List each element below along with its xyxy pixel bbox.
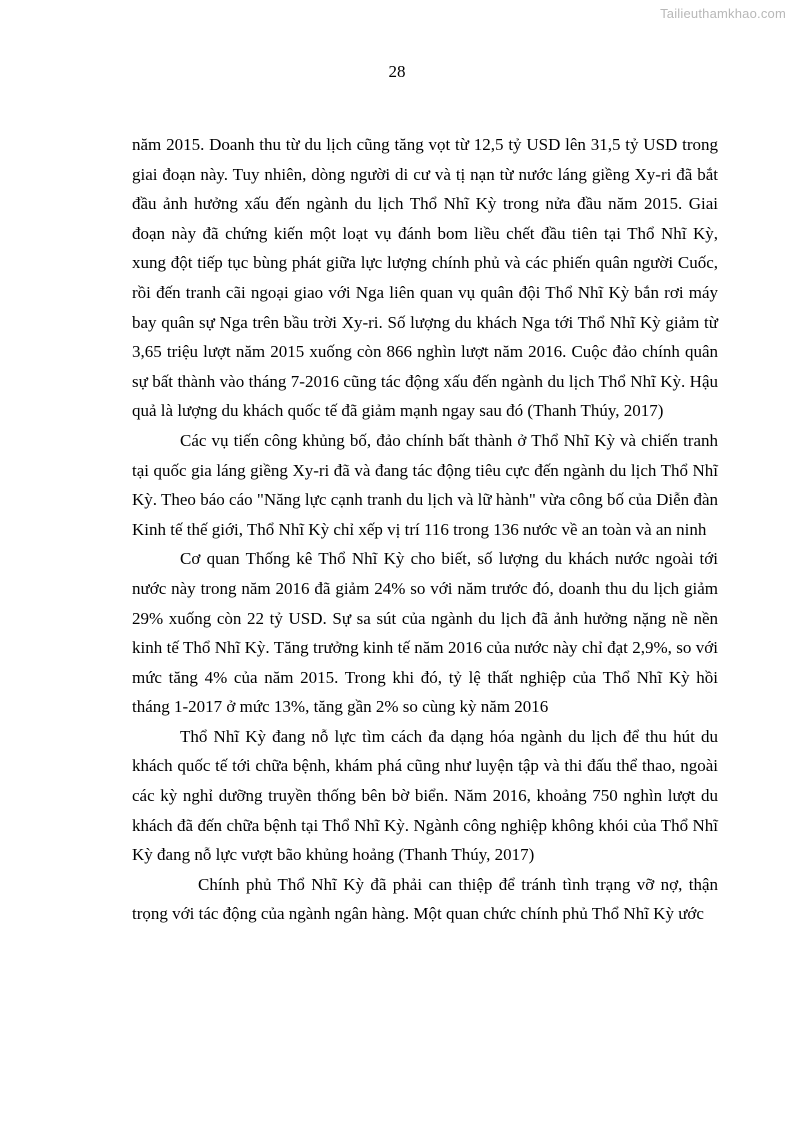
document-body	[132, 130, 718, 929]
paragraph-1: năm 2015. Doanh thu từ du lịch cũng tăng vọt từ 12,5 tỷ USD lên 31,5 tỷ USD trong giai đoạn này. Tuy nhiên, dòng người di cư và tị nạn từ nước láng giềng Xy-ri đã bắt đầu ảnh hưởng xấu đến ngành du lịch Thổ Nhĩ Kỳ trong nửa đầu năm 2015. Giai đoạn này đã chứng kiến một loạt vụ đánh bom liều chết đầu tiên tại Thổ Nhĩ Kỳ, xung đột tiếp tục bùng phát giữa lực lượng chính phủ và các phiến quân người Cuốc, rồi đến tranh cãi ngoại giao với Nga liên quan vụ quân đội Thổ Nhĩ Kỳ bắn rơi máy bay quân sự Nga trên bầu trời Xy-ri. Số lượng du khách Nga tới Thổ Nhĩ Kỳ giảm từ 3,65 triệu lượt năm 2015 xuống còn 866 nghìn lượt năm 2016. Cuộc đảo chính quân sự bất thành vào tháng 7-2016 cũng tác động xấu đến ngành du lịch Thổ Nhĩ Kỳ. Hậu quả là lượng du khách quốc tế đã giảm mạnh ngay sau đó (Thanh Thúy, 2017)	[132, 135, 718, 421]
page-number: 28	[388, 62, 406, 81]
paragraph-2: Các vụ tiến công khủng bố, đảo chính bất thành ở Thổ Nhĩ Kỳ và chiến tranh tại quốc gia láng giềng Xy-ri đã và đang tác động tiêu cực đến ngành du lịch Thổ Nhĩ Kỳ. Theo báo cáo "Năng lực cạnh tranh du lịch và lữ hành" vừa công bố của Diễn đàn Kinh tế thế giới, Thổ Nhĩ Kỳ chỉ xếp vị trí 116 trong 136 nước về an toàn và an ninh	[132, 430, 718, 539]
paragraph-5: Chính phủ Thổ Nhĩ Kỳ đã phải can thiệp để tránh tình trạng vỡ nợ, thận trọng với tác động của ngành ngân hàng. Một quan chức chính phủ Thổ Nhĩ Kỳ ước	[132, 874, 718, 924]
paragraph-4: Thổ Nhĩ Kỳ đang nỗ lực tìm cách đa dạng hóa ngành du lịch để thu hút du khách quốc tế tới chữa bệnh, khám phá cũng như luyện tập và thi đấu thể thao, ngoài các kỳ nghỉ dưỡng truyền thống bên bờ biển. Năm 2016, khoảng 750 nghìn lượt du khách đã đến chữa bệnh tại Thổ Nhĩ Kỳ. Ngành công nghiệp không khói của Thổ Nhĩ Kỳ đang nỗ lực vượt bão khủng hoảng (Thanh Thúy, 2017)	[132, 726, 718, 865]
watermark: Tailieuthamkhao.com	[660, 6, 786, 21]
paragraph-3: Cơ quan Thống kê Thổ Nhĩ Kỳ cho biết, số lượng du khách nước ngoài tới nước này trong năm 2016 đã giảm 24% so với năm trước đó, doanh thu du lịch giảm 29% xuống còn 22 tỷ USD. Sự sa sút của ngành du lịch đã ảnh hưởng nặng nề nền kinh tế Thổ Nhĩ Kỳ. Tăng trưởng kinh tế năm 2016 của nước này chỉ đạt 2,9%, so với mức tăng 4% của năm 2015. Trong khi đó, tỷ lệ thất nghiệp của Thổ Nhĩ Kỳ hồi tháng 1-2017 ở mức 13%, tăng gần 2% so cùng kỳ năm 2016	[132, 549, 718, 717]
